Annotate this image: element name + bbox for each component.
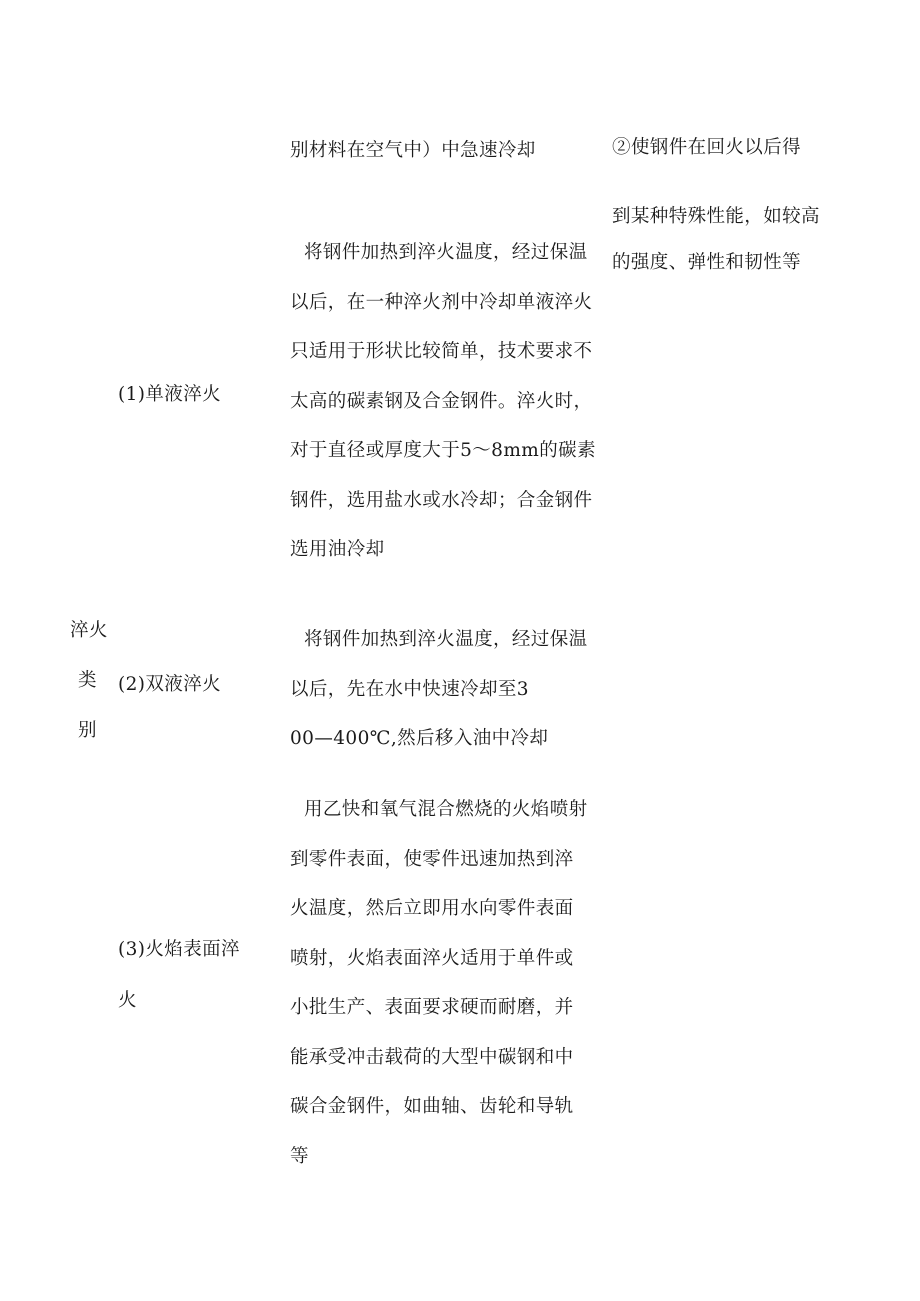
prev-row-purpose-cont	[612, 192, 820, 287]
description-line: 用乙快和氧气混合燃烧的火焰喷射	[304, 799, 588, 820]
category-label-line: 类	[78, 670, 97, 691]
category-label-line: 别	[78, 720, 97, 741]
quench-type-description	[290, 615, 588, 764]
purpose-line: 到某种特殊性能，如较高	[612, 206, 820, 227]
purpose-line: ②使钢件在回火以后得	[612, 137, 802, 158]
description-line: 火温度，然后立即用水向零件表面	[290, 898, 574, 919]
description-line: 碳合金钢件，如曲轴、齿轮和导轨	[290, 1096, 574, 1117]
description-line: 以后，在一种淬火剂中冷却单液淬火	[290, 291, 593, 313]
description-line: 选用油冷却	[290, 539, 385, 560]
quench-type-name: (1)单液淬火	[118, 384, 222, 405]
purpose-line: 的强度、弹性和韧性等	[612, 251, 802, 273]
description-line: 小批生产、表面要求硬而耐磨，并	[290, 997, 574, 1018]
description-line: 钢件，选用盐水或水冷却；合金钢件	[290, 489, 593, 511]
prev-row-description-tail: 别材料在空气中）中急速冷却	[290, 140, 536, 161]
quench-type-description	[290, 228, 596, 575]
description-line: 以后，先在水中快速冷却至3	[290, 678, 529, 700]
quench-type-description	[290, 785, 588, 1181]
description-line: 将钢件加热到淬火温度，经过保温	[304, 629, 588, 650]
description-line: 等	[290, 1145, 309, 1167]
description-line: 对于直径或厚度大于5～8mm的碳素	[290, 440, 596, 461]
description-line: 太高的碳素钢及合金钢件。淬火时，	[290, 390, 593, 412]
description-line: 能承受冲击载荷的大型中碳钢和中	[290, 1046, 574, 1068]
description-line: 00—400℃,然后移入油中冷却	[290, 728, 549, 749]
quench-type-name: (2)双液淬火	[118, 674, 222, 695]
description-line: 将钢件加热到淬火温度，经过保温	[304, 242, 588, 263]
category-label-line: 淬火	[70, 620, 108, 641]
description-line: 到零件表面，使零件迅速加热到淬	[290, 848, 574, 870]
description-line: 只适用于形状比较简单，技术要求不	[290, 341, 593, 362]
prev-row-purpose	[612, 123, 801, 173]
quench-type-name: (3)火焰表面淬	[118, 939, 240, 960]
quench-type-name-cont: 火	[118, 990, 137, 1011]
description-line: 喷射，火焰表面淬火适用于单件或	[290, 947, 574, 969]
